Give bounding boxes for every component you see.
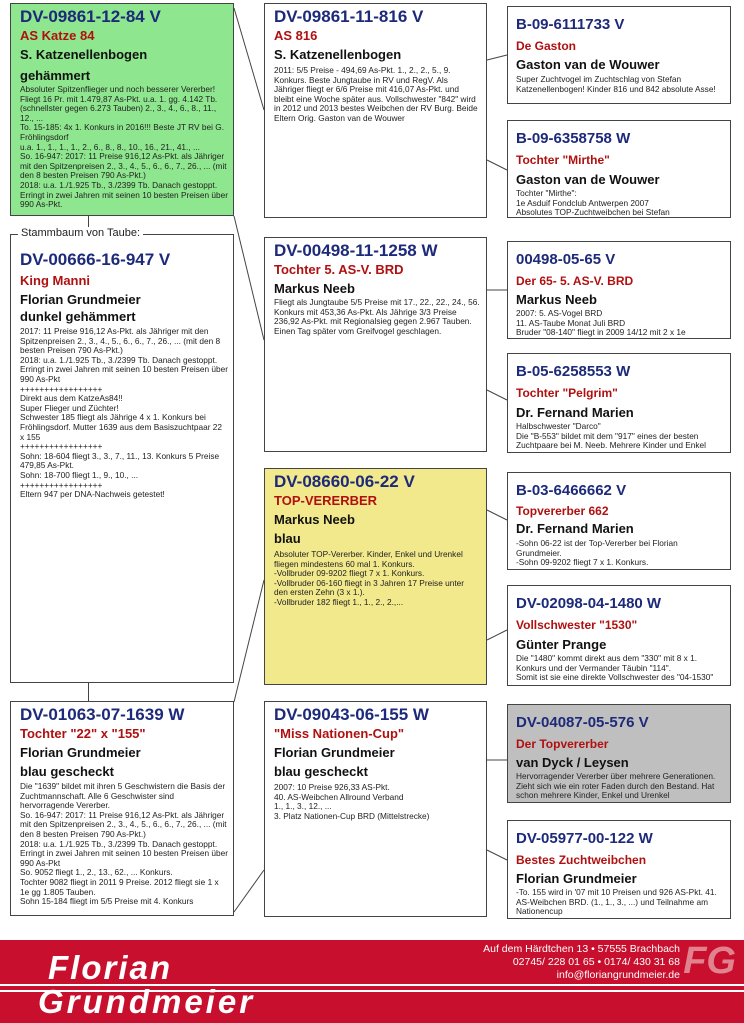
footer-banner [0, 940, 744, 1023]
breeder-name: Florian Grundmeier [516, 871, 637, 886]
pedigree-card-great-grandparent-3[interactable] [507, 241, 731, 339]
pedigree-card-great-grandparent-1[interactable] [507, 6, 731, 104]
breeder-name: Markus Neeb [274, 512, 355, 527]
ring-number: DV-04087-05-576 V [516, 714, 649, 731]
breeder-name: S. Katzenellenbogen [274, 47, 402, 62]
ring-number: DV-02098-04-1480 W [516, 595, 662, 612]
brand-logo: FG [683, 940, 736, 982]
pigeon-name: Tochter 5. AS-V. BRD [274, 262, 404, 277]
pigeon-name: "Miss Nationen-Cup" [274, 726, 405, 741]
pedigree-legend: Stammbaum von Taube: [18, 227, 143, 239]
ring-number: B-09-6358758 W [516, 130, 631, 147]
breeder-name: Florian Grundmeier [20, 745, 141, 760]
pedigree-card-grandsire-2[interactable] [264, 468, 487, 685]
footer-address [483, 943, 680, 982]
pigeon-description: -To. 155 wird in '07 mit 10 Preisen und 926 AS-Pkt. 41. AS-Weibchen BRD. (1., 1., 3., ...) und Teilnahme am Nationencup [516, 888, 717, 917]
ring-number: DV-09861-11-816 V [274, 7, 424, 26]
ring-number: DV-00498-11-1258 W [274, 241, 438, 260]
pigeon-description: Hervorragender Vererber über mehrere Generationen. Zieht sich wie ein roter Faden durch den Bestand. Hat schon mehrere Kinder, Enkel und Urenkel [516, 772, 716, 801]
pedigree-card-subject-top[interactable] [10, 3, 234, 216]
pigeon-color: gehämmert [20, 68, 91, 83]
pigeon-description: Halbschwester "Darco" Die "B-553" bildet mit dem "917" eines der besten Zuchtpaare bei M. Neeb. Mehrere Kinder und Enkel [516, 422, 707, 451]
ring-number: DV-09043-06-155 W [274, 705, 429, 724]
pigeon-name: Der 65- 5. AS-V. BRD [516, 274, 634, 288]
pedigree-card-great-grandparent-2[interactable] [507, 120, 731, 218]
pigeon-description: Die "1480" kommt direkt aus dem "330" mit 8 x 1. Konkurs und der Vermander Täubin "114". Somit ist sie eine direkte Vollschwester des "04-1530" [516, 654, 714, 683]
pigeon-color: blau gescheckt [274, 764, 368, 779]
pigeon-name: Der Topvererber [516, 737, 609, 751]
pedigree-card-great-grandparent-6[interactable] [507, 585, 731, 686]
pigeon-description: 2007: 10 Preise 926,33 AS-Pkt. 40. AS-Weibchen Allround Verband 1., 1., 3., 12., ... 3. Platz Nationen-Cup BRD (Mittelstrecke) [274, 783, 430, 821]
ring-number: DV-08660-06-22 V [274, 472, 415, 491]
pigeon-name: King Manni [20, 273, 91, 288]
phone-line: 02745/ 228 01 65 • 0174/ 430 31 68 [512, 956, 680, 968]
pigeon-name: Tochter "Pelgrim" [516, 386, 618, 400]
pedigree-card-great-grandparent-7[interactable] [507, 704, 731, 803]
pigeon-description: 2017: 11 Preise 916,12 As-Pkt. als Jähriger mit den Spitzenpreisen 2., 3., 4., 5., 6., 6., 7., 26., ... (mit den 8 besten Preisen 790 As-Pkt.) 2018: u.a. 1./1.925 Tb., 3./2399 Tb. Danach gestoppt. Erringt in zwei Jahren mit seinen 10 besten Preisen über 990 As-Pkt +++++++++++++++++ Direkt aus dem KatzeAs84!! Super Flieger und Züchter! Schwester 185 fliegt als Jährige 4 x 1. Konkurs bei Fröhlingsdorf. Mutter 1639 aus dem Basiszuchtpaar 22 x 155 +++++++++++++++++ Sohn: 18-604 fliegt 3., 3., 7., 11., 13. Konkurs 5 Preise 479,85 As-Pkt. Sohn: 18-700 fliegt 1., 9., 10., ... +++++++++++++++++ Eltern 947 per DNA-Nachweis getestet! [20, 327, 228, 500]
ring-number: DV-00666-16-947 V [20, 250, 171, 269]
ring-number: B-09-6111733 V [516, 16, 625, 33]
pigeon-description: Die "1639" bildet mit ihren 5 Geschwistern die Basis der Zuchtmannschaft. Alle 6 Geschwister sind hervorragende Vererber. So. 16-947: 2017: 11 Preise 916,12 As-Pkt. als Jähriger mit den Spitzenpreisen 2., 3., 4., 5., 6., 6., 7., 26., ... (mit den 8 besten Preisen 790 As-Pkt.) 2018: u.a. 1./1.925 Tb., 3./2399 Tb. Danach gestoppt. Erringt in zwei Jahren mit seinen 10 besten Preisen über 990 As-Pkt So. 9052 fliegt 1., 2., 13., 62., ... Konkurs. Tochter 9082 fliegt in 2011 9 Preise. 2012 fliegt sie 1 x 1e gg 1.805 Tauben. Sohn 15-184 fliegt im 5/5 Preise mit 4. Konkurs [20, 782, 228, 907]
pedigree-card-great-grandparent-8[interactable] [507, 820, 731, 919]
ring-number: DV-01063-07-1639 W [20, 705, 185, 724]
pedigree-card-great-grandparent-5[interactable] [507, 472, 731, 570]
pigeon-description: Tochter "Mirthe": 1e Asduif Fondclub Antwerpen 2007 Absolutes TOP-Zuchtweibchen bei Stefan [516, 189, 670, 217]
pigeon-description: Super Zuchtvogel im Zuchtschlag von Stefan Katzenellenbogen! Kinder 816 und 842 absolute Asse! [516, 75, 716, 94]
pigeon-description: Absoluter TOP-Vererber. Kinder, Enkel und Urenkel fliegen mindestens 60 mal 1. Konkurs. -Vollbruder 09-9202 fliegt 7 x 1. Konkurs. -Vollbruder 06-160 fliegt in 3 Jahren 17 Preise unter den ersten Zehn (3 x 1.). -Vollbruder 182 fliegt 1., 1., 2., 2.,... [274, 550, 465, 607]
breeder-name: Markus Neeb [516, 292, 597, 307]
breeder-name: Dr. Fernand Marien [516, 405, 634, 420]
pigeon-description: -Sohn 06-22 ist der Top-Vererber bei Florian Grundmeier. -Sohn 09-9202 fliegt 7 x 1. Konkurs. [516, 539, 678, 568]
pigeon-name: TOP-VERERBER [274, 493, 378, 508]
ring-number: DV-09861-12-84 V [20, 7, 161, 26]
breeder-name: Florian Grundmeier [274, 745, 395, 760]
pigeon-name: AS Katze 84 [20, 28, 95, 43]
breeder-name: Florian Grundmeier [20, 292, 141, 307]
ring-number: DV-05977-00-122 W [516, 830, 653, 847]
pigeon-description: 2007: 5. AS-Vogel BRD 11. AS-Taube Monat Juli BRD Bruder "08-140" fliegt in 2009 14/12 mit 2 x 1e [516, 309, 686, 338]
pigeon-color: blau gescheckt [20, 764, 114, 779]
pigeon-color: blau [274, 531, 301, 546]
breeder-name: Günter Prange [516, 637, 607, 652]
email-link[interactable]: info@floriangrundmeier.de [556, 969, 680, 981]
pedigree-card-great-grandparent-4[interactable] [507, 353, 731, 453]
breeder-name: Dr. Fernand Marien [516, 521, 634, 536]
pigeon-name: Tochter "Mirthe" [516, 153, 610, 167]
pedigree-card-subject[interactable] [10, 234, 234, 683]
brand-last-name: Grundmeier [38, 983, 256, 1020]
pigeon-name: Vollschwester "1530" [516, 618, 638, 632]
breeder-name: van Dyck / Leysen [516, 755, 629, 770]
breeder-name: S. Katzenellenbogen [20, 47, 148, 62]
pigeon-description: 2011: 5/5 Preise - 494,69 As-Pkt. 1., 2., 2., 5., 9. Konkurs. Beste Jungtaube in RV und RegV. Als Jähriger fliegt er 6/6 Preise mit 416,07 As-Pkt. und bleibt eine Woche später aus. Vollschwester "842" wird in 2012 und 2013 bestes Weibchen der RV Burg. Beide Eltern Orig. Gaston van de Wouwer [274, 66, 478, 123]
pigeon-name: Tochter "22" x "155" [20, 726, 146, 741]
ring-number: B-03-6466662 V [516, 482, 627, 499]
ring-number: B-05-6258553 W [516, 363, 631, 380]
pedigree-card-dam[interactable] [10, 701, 234, 916]
address-line: Auf dem Härdtchen 13 • 57555 Brachbach [483, 943, 680, 955]
pigeon-color: dunkel gehämmert [20, 309, 136, 324]
pedigree-card-granddam-2[interactable] [264, 701, 487, 917]
pigeon-name: De Gaston [516, 39, 577, 53]
brand-first-name: Florian [48, 949, 173, 986]
breeder-name: Gaston van de Wouwer [516, 57, 660, 72]
pedigree-card-granddam-1[interactable] [264, 237, 487, 452]
pigeon-name: Bestes Zuchtweibchen [516, 853, 647, 867]
pigeon-name: AS 816 [274, 28, 318, 43]
pigeon-description: Absoluter Spitzenflieger und noch besserer Vererber! Fliegt 16 Pr. mit 1.479,87 As-Pkt. u.a. 1. gg. 4.142 Tb. (schnellster gegen 6.273 Tauben) 2., 3., 4., 6., 8., 11., 12., ... To. 15-185: 4x 1. Konkurs in 2016!!! Beste JT RV bei G. Fröhlingsdorf u.a. 1., 1., 1., 1., 2., 6., 8., 8., 10., 16., 21., 41., ... So. 16-947: 2017: 11 Preise 916,12 As-Pkt. als Jähriger mit den Spitzenpreisen 2., 3., 4., 5., 6., 6., 7., 26., ... (mit den 8 besten Preisen 790 As-Pkt.) 2018: u.a. 1./1.925 Tb., 3./2399 Tb. Danach gestoppt. Erringt in zwei Jahren mit seinen 10 besten Preisen über 990 As-Pkt. [20, 85, 228, 210]
ring-number: 00498-05-65 V [516, 251, 616, 268]
breeder-name: Markus Neeb [274, 281, 355, 296]
pigeon-name: Topvererber 662 [516, 504, 609, 518]
connector [88, 683, 89, 701]
breeder-name: Gaston van de Wouwer [516, 172, 660, 187]
pigeon-description: Fliegt als Jungtaube 5/5 Preise mit 17., 22., 22., 24., 56. Konkurs mit 453,36 As-Pkt. Als Jährige 3/3 Preise 236,92 As-Pkt. mit Regionalsieg gegen 2.967 Tauben. Einen Tag später vom Greifvogel geschlagen. [274, 298, 480, 336]
pedigree-card-grandsire-1[interactable] [264, 3, 487, 218]
